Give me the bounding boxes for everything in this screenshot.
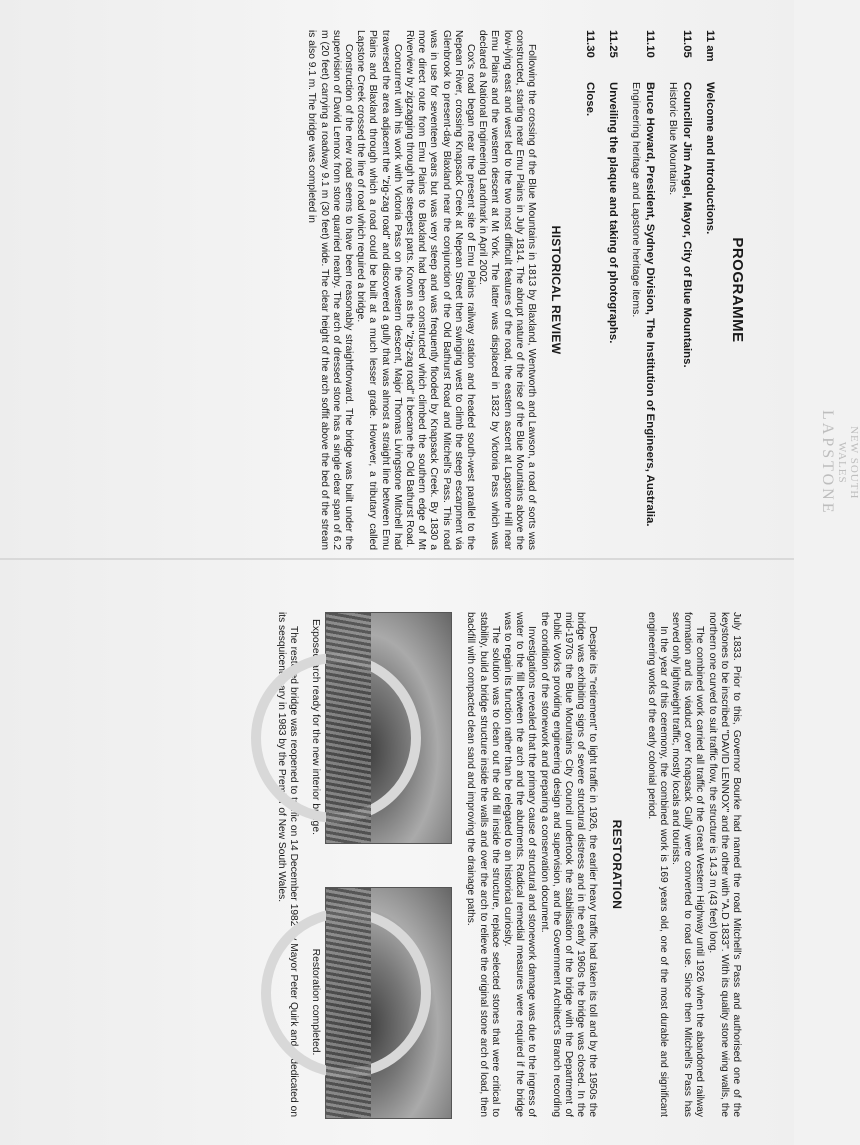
photo-image	[325, 612, 452, 844]
programme-sub: Historic Blue Mountains.	[667, 82, 679, 196]
continuation-paragraph: July 1833. Prior to this, Governor Bourke had named the road Mitchell's Pass and authorised one of the keystones to be inscribed "DAVID LENNOX" and the other with "A.D 1833". With its quality stone wing walls, the northern one curved to suit traffic flow, the structure is 14.3 m (43 feet) long.	[706, 612, 742, 1117]
programme-text: Councillor Jim Angel, Mayor, City of Blue Mountains.	[681, 82, 693, 368]
photo-exposed-arch	[309, 612, 452, 842]
programme-time: 11 am	[704, 30, 716, 62]
closing-paragraph: The restored bridge was reopened to traffic on 14 December 1982 by Mayor Peter Quirk and rededicated on its sesquicentenary in 1983 by the Premier of New South Wales.	[275, 612, 300, 1117]
photo-caption: Exposed arch ready for the new interior bridge.	[310, 618, 322, 835]
photo-caption: Restoration completed.	[310, 948, 322, 1056]
programme-list	[583, 30, 717, 550]
historical-review-title: HISTORICAL REVIEW	[549, 225, 563, 355]
programme-time: 11.30	[584, 30, 596, 58]
historical-paragraph: Construction of the new road seems to have been reasonably straightforward. The bridge was built under the supervision of David Lennox from stone quarried nearby. The arch of dressed stone has a single clear span of 6.2 m (20 feet) carrying a roadway 9.1 m (30 feet) wide. The clear height of the arch soffit above the bed of the stream is also 9.1 m. The bridge was completed in	[306, 30, 354, 550]
programme-item	[666, 30, 694, 550]
photo-row	[309, 612, 452, 1117]
historical-paragraph: Following the crossing of the Blue Mountains in 1813 by Blaxland, Wentworth and Lawson, a road of sorts was constructed, starting near Emu Plains in July 1814. The abrupt nature of the rise of the Blue Mountains above the low-lying east and west led to the two most difficult features of the road, the eastern ascent at Lapstone Hill near Emu Plains and the western descent at Mt York. The latter was displaced in 1832 by Victoria Pass which was declared a National Engineering Landmark in April 2002.	[477, 30, 537, 550]
programme-time: 11.10	[644, 30, 656, 58]
programme-text: Unveiling the plaque and taking of photographs.	[607, 82, 619, 344]
programme-item	[606, 30, 620, 550]
programme-item	[583, 30, 597, 550]
historical-paragraph: Cox's road began near the present site of Emu Plains railway station and headed south-west parallel to the Nepean River, crossing Knapsack Creek at Nepean Street then swinging west to climb the steep escarpment via Glenbrook to present-day Blaxland near the conjunction of the Old Bathurst Road and Mitchell's Pass. This road was in use for seventeen years but was very steep and was frequently flooded by Knapsack Creek. By 1830 a more direct route from Emu Plains to Blaxland had been constructed which climbed the southern edge of Mt Riverview by zigzagging through the steepest parts. Known as the "zig-zag road" it became the Old Bathurst Road.	[403, 30, 476, 550]
programme-title: PROGRAMME	[729, 237, 746, 343]
restoration-paragraph: The solution was to clean out the old fill inside the structure, replace selected stones that were critical to stability, build a bridge structure inside the walls and over the arch to relieve the original stone arch of load, then backfill with compacted clean sand and improving the drainage paths.	[465, 612, 501, 1117]
programme-text: Bruce Howard, President, Sydney Division, The Institution of Engineers, Australia.	[644, 82, 656, 527]
programme-text: Welcome and Introductions.	[704, 82, 716, 235]
restoration-paragraph: Investigations revealed that the primary cause of structural and stonework damage was due to the ingress of water to the fill between the arch and the abutments. Radical remedial measures were required if the bridge was to regain its function rather than be relegated to an historical curiosity.	[501, 612, 538, 1117]
programme-item	[629, 30, 657, 550]
programme-time: 11.05	[681, 30, 693, 58]
historical-paragraph: Concurrent with his work with Victoria Pass on the western descent, Major Thomas Livingstone Mitchell had traversed the area adjacent the "zig-zag road" and discovered a gully that was almost a straight line between Emu Plains and Blaxland through which a road could be built at a much lesser grade. However, a tributary called Lapstone Creek crossed the line of road which required a bridge.	[355, 30, 403, 550]
faint-stamp: NEW SOUTH WALES LAPSTONE	[819, 410, 860, 516]
fold-line	[0, 558, 794, 560]
page-programme-history	[56, 30, 746, 550]
programme-text: Close.	[584, 82, 596, 117]
programme-time: 11.25	[607, 30, 619, 58]
page-restoration	[72, 612, 742, 1117]
photo-image	[325, 887, 452, 1119]
restoration-title: RESTORATION	[610, 819, 625, 910]
restoration-paragraph: Despite its "retirement" to light traffic in 1926, the earlier heavy traffic had taken its toll and by the 1950s the bridge was exhibiting signs of severe structural distress and in the early 1960s the bridge was closed. In the mid-1970s the Blue Mountains City Council undertook the stabilisation of the bridge with the Department of Public Works providing engineering design and supervision, and the Government Architect's Branch recording the condition of the stonework and preparing a conservation document.	[538, 612, 599, 1117]
programme-item	[703, 30, 717, 550]
continuation-paragraph: In the year of this ceremony, the combined work is 169 years old, one of the most durable and significant engineering works of the early colonial period.	[645, 612, 669, 1117]
continuation-paragraph: The combined work carried all traffic of the Great Western Highway until 1926 when the abandoned railway formation and its viaduct over Knapsack Gully were converted to road use. Since then Mitchell's Pass has served only lightweight traffic, mostly locals and tourists.	[669, 612, 706, 1117]
photo-restoration-completed	[309, 887, 452, 1117]
programme-sub: Engineering heritage and Lapstone heritage items.	[630, 82, 642, 318]
